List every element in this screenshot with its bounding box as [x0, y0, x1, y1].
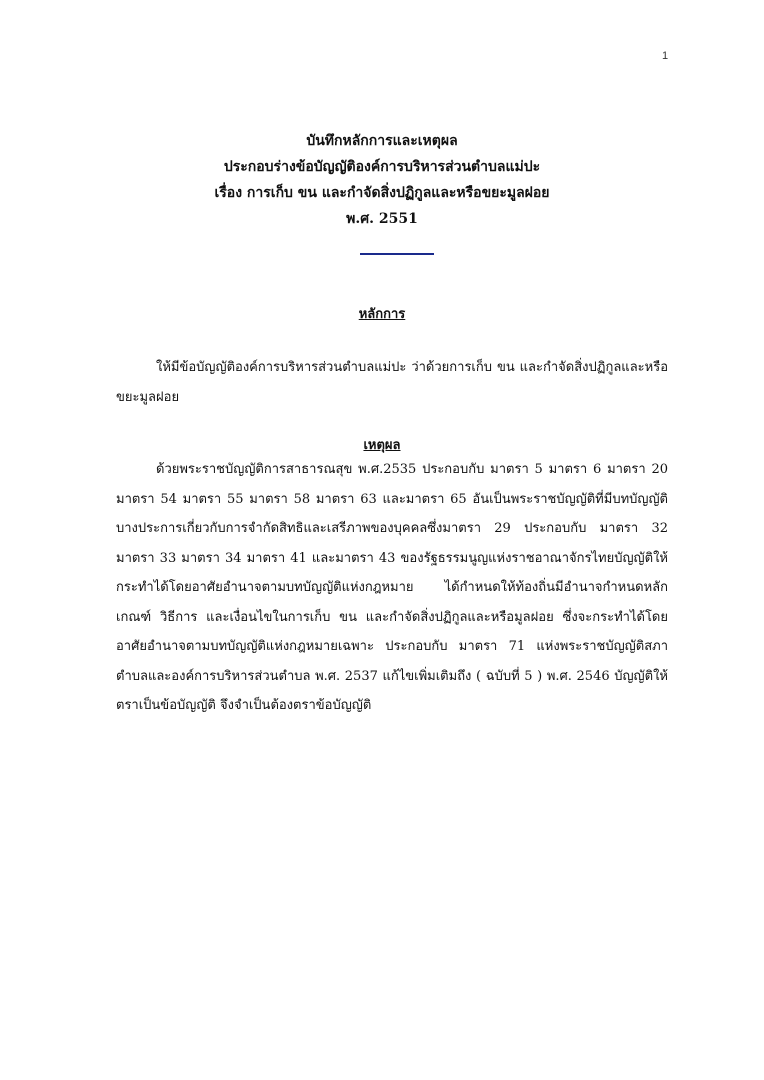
reason-paragraph — [116, 455, 668, 721]
title-line-3: เรื่อง การเก็บ ขน และกำจัดสิ่งปฏิกูลและหรือขยะมูลฝอย — [214, 185, 550, 201]
document-title — [0, 128, 764, 232]
principle-heading: หลักการ — [358, 307, 406, 322]
page-number: 1 — [662, 50, 669, 62]
reason-text: ด้วยพระราชบัญญัติการสาธารณสุข พ.ศ.2535 ประกอบกับ มาตรา 5 มาตรา 6 มาตรา 20 มาตรา 54 มาตรา 55 มาตรา 58 มาตรา 63 และมาตรา 65 อันเป็นพระราชบัญญัติที่มีบทบัญญัติบางประการเกี่ยวกับการจำกัดสิทธิและเสรีภาพของบุคคลซึ่งมาตรา 29 ประกอบกับ มาตรา 32 มาตรา 33 มาตรา 34 มาตรา 41 และมาตรา 43 ของรัฐธรรมนูญแห่งราชอาณาจักรไทยบัญญัติให้กระทำได้โดยอาศัยอำนาจตามบทบัญญัติแห่งกฎหมาย ได้กำหนดให้ท้องถิ่นมีอำนาจกำหนดหลักเกณฑ์ วิธีการ และเงื่อนไขในการเก็บ ขน และกำจัดสิ่งปฏิกูลและหรือมูลฝอย ซึ่งจะกระทำได้โดยอาศัยอำนาจตามบทบัญญัติแห่งกฎหมายเฉพาะ ประกอบกับ มาตรา 71 แห่งพระราชบัญญัติสภาตำบลและองค์การบริหารส่วนตำบล พ.ศ. 2537 แก้ไขเพิ่มเติมถึง ( ฉบับที่ 5 ) พ.ศ. 2546 บัญญัติให้ตราเป็นข้อบัญญัติ จึงจำเป็นต้องตราข้อบัญญัติ — [116, 462, 668, 713]
reason-heading: เหตุผล — [363, 438, 401, 453]
title-line-1: บันทึกหลักการและเหตุผล — [306, 133, 458, 149]
principle-text: ให้มีข้อบัญญัติองค์การบริหารส่วนตำบลแม่ปะ ว่าด้วยการเก็บ ขน และกำจัดสิ่งปฏิกูลและหรือขยะมูลฝอย — [116, 360, 668, 405]
title-divider — [360, 253, 434, 255]
principle-paragraph — [116, 353, 668, 412]
title-line-4: พ.ศ. 2551 — [346, 211, 418, 227]
title-line-2: ประกอบร่างข้อบัญญัติองค์การบริหารส่วนตำบลแม่ปะ — [223, 159, 541, 175]
